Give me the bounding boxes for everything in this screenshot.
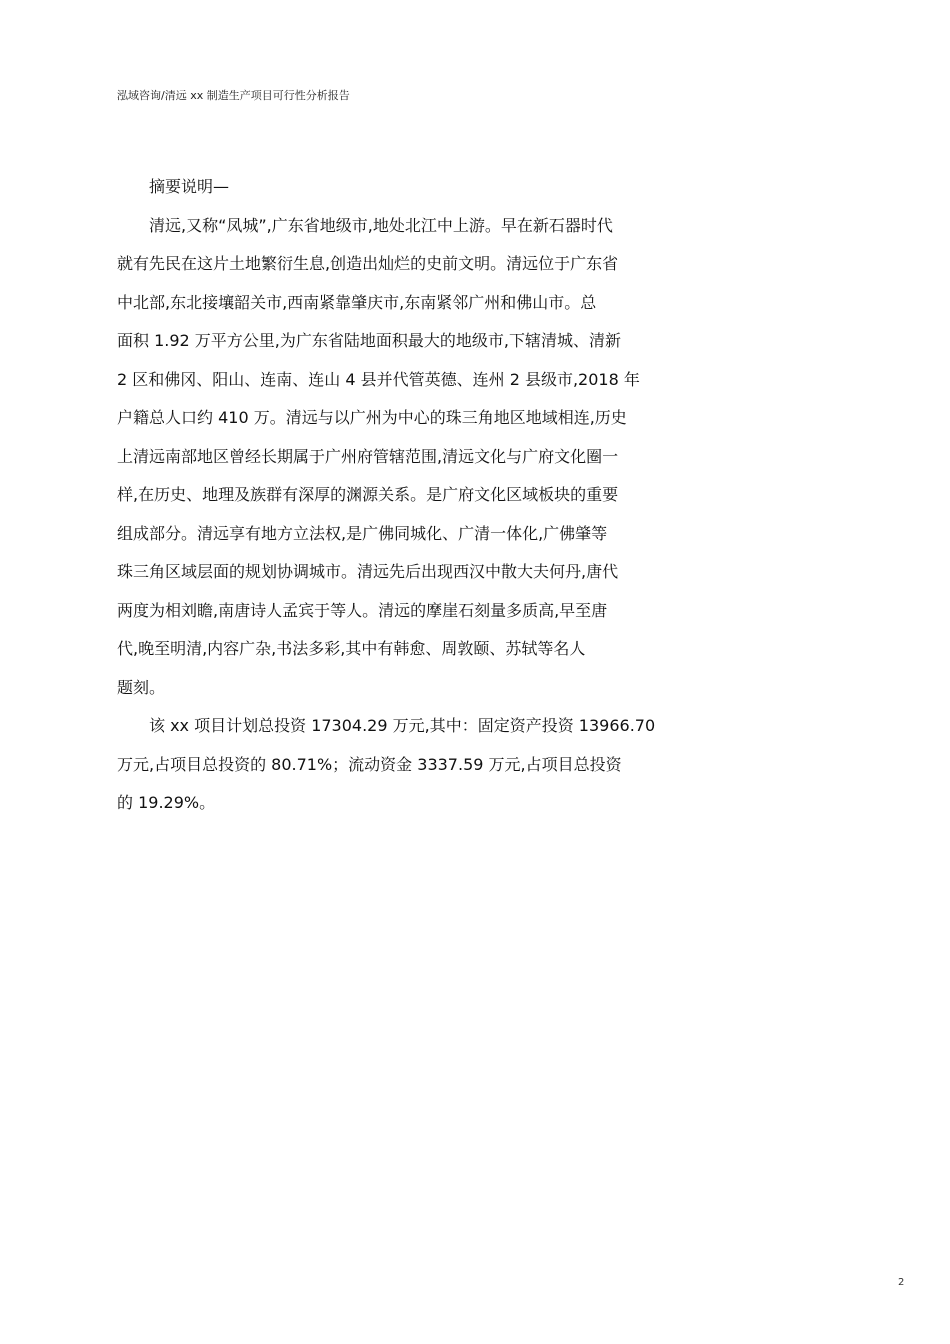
paragraph-line: 的 19.29%。 [117,793,216,812]
paragraph-line: 中北部,东北接壤韶关市,西南紧靠肇庆市,东南紧邻广州和佛山市。总 [117,292,597,312]
paragraph-line: 代,晚至明清,内容广杂,书法多彩,其中有韩愈、周敦颐、苏轼等名人 [117,639,586,658]
page-header: 泓域咨询/清远 xx 制造生产项目可行性分析报告 [117,89,350,102]
paragraph-line: 题刻。 [117,677,166,697]
section-heading: 摘要说明— [149,177,230,196]
paragraph-line: 该 xx 项目计划总投资 17304.29 万元,其中：固定资产投资 13966.70 [149,716,656,735]
paragraph-line: 珠三角区域层面的规划协调城市。清远先后出现西汉中散大夫何丹,唐代 [117,562,619,581]
paragraph-line: 清远,又称“凤城”,广东省地级市,地处北江中上游。早在新石器时代 [149,215,613,235]
document-body [117,168,717,823]
paragraph-line: 户籍总人口约 410 万。清远与以广州为中心的珠三角地区地域相连,历史 [117,408,627,427]
paragraph-line: 面积 1.92 万平方公里,为广东省陆地面积最大的地级市,下辖清城、清新 [117,331,621,350]
paragraph-line: 就有先民在这片土地繁衍生息,创造出灿烂的史前文明。清远位于广东省 [117,254,619,273]
paragraph-line: 两度为相刘瞻,南唐诗人孟宾于等人。清远的摩崖石刻量多质高,早至唐 [117,600,608,620]
paragraph-line: 上清远南部地区曾经长期属于广州府管辖范围,清远文化与广府文化圈一 [117,446,619,466]
paragraph-line: 2 区和佛冈、阳山、连南、连山 4 县并代管英德、连州 2 县级市,2018 年 [117,369,640,389]
paragraph-line: 万元,占项目总投资的 80.71%；流动资金 3337.59 万元,占项目总投资 [117,754,622,774]
paragraph-line: 组成部分。清远享有地方立法权,是广佛同城化、广清一体化,广佛肇等 [117,523,608,543]
page-number: 2 [898,1277,905,1288]
paragraph-line: 样,在历史、地理及族群有深厚的渊源关系。是广府文化区域板块的重要 [117,485,619,504]
